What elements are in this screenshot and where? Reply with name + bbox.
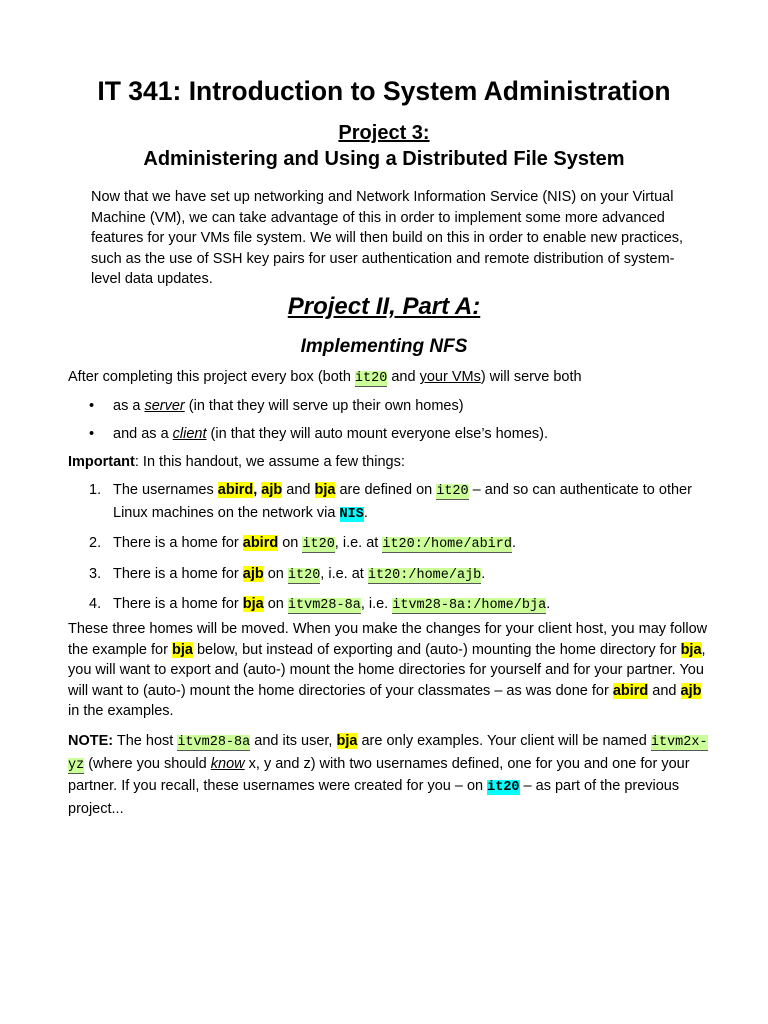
step-number: 4. xyxy=(89,596,102,612)
bullet-post: (in that they will serve up their own homes) xyxy=(184,398,464,414)
step-number: 2. xyxy=(89,535,102,551)
project-label: Project 3: xyxy=(338,122,430,144)
list-item xyxy=(68,480,698,525)
bullet-pre: as a xyxy=(113,398,145,414)
moved-homes-paragraph xyxy=(68,619,708,722)
list-item xyxy=(68,564,698,587)
list-item xyxy=(68,396,688,417)
role-server: server xyxy=(144,398,185,414)
para-text: below, but instead of exporting and (auto-) mounting the home directory for xyxy=(192,641,681,658)
username-abird: abird xyxy=(242,535,279,551)
note-paragraph xyxy=(68,731,708,819)
host-code-highlighted: it20 xyxy=(487,780,520,795)
host-code: itvm28-8a xyxy=(287,598,361,613)
username-bja: bja xyxy=(680,641,702,658)
host-code: it20 xyxy=(354,371,388,386)
bullet-post: (in that they will auto mount everyone else’s homes). xyxy=(206,425,548,442)
step-text: on xyxy=(263,565,288,582)
para-text: x, y and z) with two usernames defined, one for you and one for your partner. If you recall, these usernames were created for you – on xyxy=(68,755,690,794)
step-text: – and so can authenticate to other Linux machines on the network via xyxy=(113,482,692,521)
step-text: There is a home for xyxy=(113,565,243,582)
note-label: NOTE: xyxy=(68,733,114,749)
step-text: and xyxy=(282,482,315,498)
your-vms-text: your VMs xyxy=(419,369,481,385)
after-paragraph xyxy=(68,367,708,390)
para-text: and xyxy=(648,682,681,699)
username-ajb: ajb xyxy=(242,565,264,582)
host-code: it20 xyxy=(287,567,321,583)
username-abird: abird xyxy=(612,682,649,699)
list-item xyxy=(68,424,688,445)
after-prefix: After completing this project every box (both xyxy=(68,369,355,385)
home-path-code: it20:/home/ajb xyxy=(367,567,482,583)
know-emphasis: know xyxy=(210,755,245,772)
document-title: IT 341: Introduction to System Administration xyxy=(97,76,671,106)
username-bja: bja xyxy=(171,641,193,658)
para-text: are only examples. Your client will be named xyxy=(357,733,651,749)
username-abird: abird xyxy=(217,482,254,498)
username-ajb: ajb xyxy=(680,682,702,699)
client-name-pattern: itvm2x-yz xyxy=(68,735,708,773)
para-text: , you will want to export and (auto-) mount the home directories for yourself and for your partner. You will want to (auto-) mount the home directories of your classmates – as was done for xyxy=(68,641,706,699)
username-bja: bja xyxy=(336,733,358,749)
list-item xyxy=(68,533,698,556)
step-comma: , xyxy=(253,482,258,498)
para-text: These three homes will be moved. When you make the changes for your client host, you may follow the example for xyxy=(68,621,708,658)
para-text: The host xyxy=(113,733,178,749)
step-text: on xyxy=(278,535,303,551)
intro-paragraph: Now that we have set up networking and Network Information Service (NIS) on your Virtual Machine (VM), we can take advantage of this in order to implement some more advanced features for your VMs file system. We will then build on this in order to enable new practices, such as the use of SSH key pairs for user authentication and remote distribution of system-level data updates. xyxy=(91,189,684,287)
step-text: There is a home for xyxy=(113,596,243,612)
step-number: 1. xyxy=(89,482,102,498)
step-text: are defined on xyxy=(335,482,437,498)
part-subtitle: Implementing NFS xyxy=(300,336,468,357)
role-client: client xyxy=(172,425,207,442)
para-text: – as part of the previous project... xyxy=(68,778,680,817)
project-subtitle: Administering and Using a Distributed File System xyxy=(143,148,625,170)
nis-code: NIS xyxy=(339,506,364,522)
important-text: : In this handout, we assume a few things: xyxy=(134,454,405,470)
important-label: Important xyxy=(68,454,135,470)
after-suffix: ) will serve both xyxy=(480,369,582,385)
host-code: it20 xyxy=(436,484,469,499)
step-text: . xyxy=(481,565,486,582)
step-text: There is a home for xyxy=(113,535,243,551)
step-text: , i.e. xyxy=(360,596,393,612)
after-mid: and xyxy=(387,369,420,385)
important-paragraph xyxy=(68,452,708,473)
project-heading xyxy=(0,120,768,172)
step-text: , i.e. at xyxy=(320,565,368,582)
bullet-pre: and as a xyxy=(113,425,173,442)
step-text: on xyxy=(263,596,288,612)
para-text: in the examples. xyxy=(68,703,174,719)
host-code: itvm28-8a xyxy=(177,735,251,750)
part-title: Project II, Part A: xyxy=(287,293,481,320)
step-text: , i.e. at xyxy=(334,535,383,551)
host-code: it20 xyxy=(302,537,335,552)
step-text: The usernames xyxy=(113,482,218,498)
list-item xyxy=(68,594,698,617)
assumption-list xyxy=(68,480,698,625)
step-text: . xyxy=(363,504,368,521)
username-ajb: ajb xyxy=(261,482,283,498)
username-bja: bja xyxy=(242,596,264,612)
home-path-code: itvm28-8a:/home/bja xyxy=(392,598,547,613)
step-text: . xyxy=(511,535,517,551)
step-number: 3. xyxy=(89,565,102,582)
step-text: . xyxy=(546,596,551,612)
role-bullet-list xyxy=(68,396,688,451)
home-path-code: it20:/home/abird xyxy=(382,537,512,552)
username-bja: bja xyxy=(314,482,336,498)
para-text: (where you should xyxy=(84,755,211,772)
para-text: and its user, xyxy=(250,733,337,749)
